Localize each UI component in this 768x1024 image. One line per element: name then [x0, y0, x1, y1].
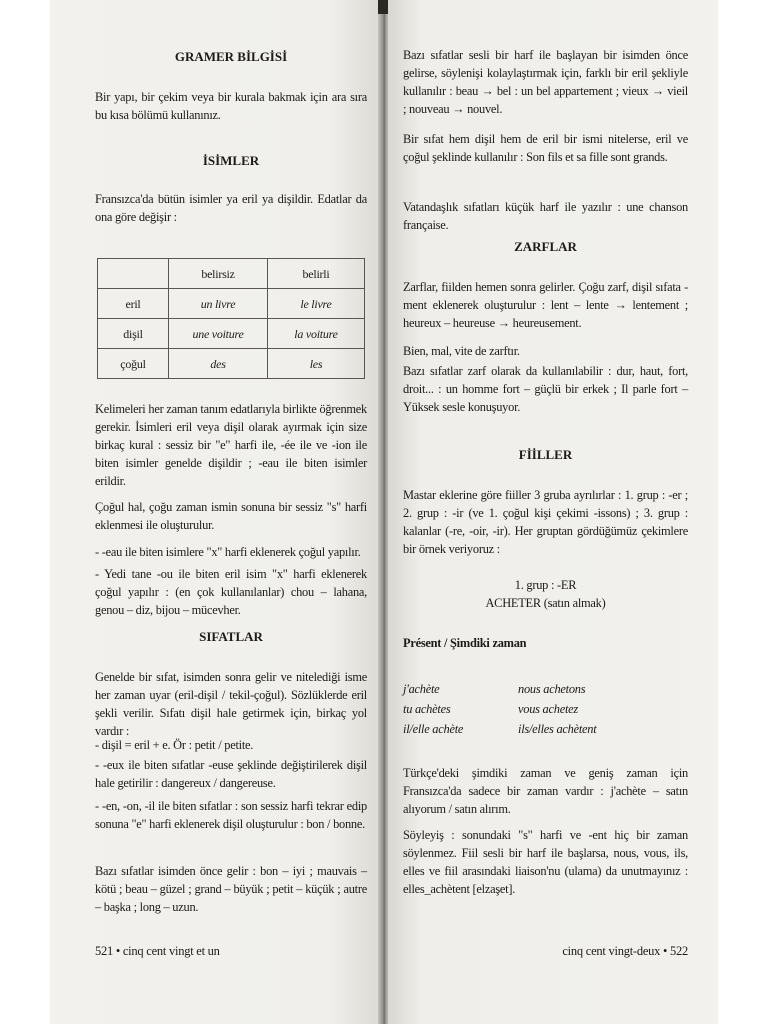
table-cell: les: [268, 349, 365, 379]
verb-group-label: 1. grup : -ER: [514, 578, 577, 592]
table-row: [98, 289, 365, 319]
table-cell: belirsiz: [169, 259, 268, 289]
verb-groups-paragraph: Mastar eklerine göre fiiller 3 gruba ayrılırlar : 1. grup : -er ; 2. grup : -ir (ve 1. çoğul kişi çekimi -issons) ; 3. grup : kalanlar (-re, -oir, -ir). Her gruptan gördüğümüz çekimlere bir örnek veriyoruz :: [403, 488, 688, 556]
gender-rules-paragraph: Kelimeleri her zaman tanım edatlarıyla birlikte öğrenmek gerekir. İsimleri eril veya dişil olarak ayırmak için size birkaç kural : sessiz bir "e" harfi ile, -ée ile ve -ion ile biten isimler genelde dişildir ; -eau ile biten isimler erildir.: [95, 402, 367, 488]
conjugation-cell: ils/elles achètent: [518, 722, 597, 736]
right-page-content: [403, 0, 688, 1024]
tense-label: Présent / Şimdiki zaman: [403, 636, 527, 650]
adverbs-paragraph: Zarflar, fiilden hemen sonra gelirler. Çoğu zarf, dişil sıfata -ment eklenerek oluşturulur : lent – lente → lentement ; heureux – heureuse → heureusement.: [403, 280, 688, 330]
table-cell: [98, 259, 169, 289]
table-row: [98, 259, 365, 289]
conjugation-cell: vous achetez: [518, 702, 578, 716]
table-cell: çoğul: [98, 349, 169, 379]
adverbs-adjectives-paragraph: Bazı sıfatlar zarf olarak da kullanılabilir : dur, haut, fort, droit... : un homme fort – güçlü bir erkek ; Il parle fort – Yüksek sesle konuşuyor.: [403, 364, 688, 414]
plural-paragraph: Çoğul hal, çoğu zaman ismin sonuna bir sessiz "s" harfi eklenmesi ile oluşturulur.: [95, 500, 367, 532]
mixed-gender-paragraph: Bir sıfat hem dişil hem de eril bir ismi nitelerse, eril ve çoğul şeklinde kullanılır : Son fils et sa fille sont grands.: [403, 132, 688, 164]
left-page: [50, 0, 380, 1024]
adjective-rule-en-on-il: - -en, -on, -il ile biten sıfatlar : son sessiz harfi tekrar edip sonuna "e" harfi eklenerek dişil oluşturulur : bon / bonne.: [95, 799, 367, 831]
conjugation-cell: il/elle achète: [403, 722, 464, 736]
heading-grammar: GRAMER BİLGİSİ: [174, 49, 288, 64]
table-cell: la voiture: [268, 319, 365, 349]
intro-paragraph: Bir yapı, bir çekim veya bir kurala bakmak için ara sıra bu kısa bölümü kullanınız.: [95, 90, 367, 122]
table-cell: le livre: [268, 289, 365, 319]
table-cell: une voiture: [169, 319, 268, 349]
heading-adverbs: ZARFLAR: [514, 239, 577, 254]
heading-adjectives: SIFATLAR: [199, 629, 263, 644]
conjugation-cell: nous achetons: [518, 682, 586, 696]
adjective-rule-eux: - -eux ile biten sıfatlar -euse şeklinde değiştirilerek dişil hale getirilir : dangereux / dangereuse.: [95, 758, 367, 790]
adjective-rule-e: - dişil = eril + e. Ör : petit / petite.: [95, 738, 254, 752]
adjectives-before-noun: Bazı sıfatlar isimden önce gelir : bon – iyi ; mauvais – kötü ; beau – güzel ; grand – büyük ; petit – küçük ; autre – başka ; long – uzun.: [95, 864, 367, 914]
plural-rule-eau: - -eau ile biten isimlere "x" harfi eklenerek çoğul yapılır.: [95, 545, 361, 559]
article-table: [97, 258, 365, 379]
conjugation-cell: tu achètes: [403, 702, 451, 716]
plural-rule-ou: - Yedi tane -ou ile biten eril isim "x" harfi eklenerek çoğul yapılır : (en çok kullanılanlar) chou – lahana, genou – diz, bijou – mücevher.: [95, 567, 367, 617]
table-cell: eril: [98, 289, 169, 319]
table-row: [98, 349, 365, 379]
heading-verbs: FİİLLER: [518, 447, 573, 462]
page-number-left: 521 • cinq cent vingt et un: [95, 944, 220, 958]
adverbs-bien-mal-vite: Bien, mal, vite de zarftır.: [403, 344, 520, 358]
right-page: [388, 0, 718, 1024]
table-cell: belirli: [268, 259, 365, 289]
adjectives-paragraph: Genelde bir sıfat, isimden sonra gelir ve nitelediği isme her zaman uyar (eril-dişil / tekil-çoğul). Sözlüklerde eril şekli verilir. Sıfatı dişil hale getirmek için, birkaç yol vardır :: [95, 670, 367, 738]
pronunciation-paragraph: Söyleyiş : sonundaki "s" harfi ve -ent hiç bir zaman söylenmez. Fiil sesli bir harf ile başlarsa, nous, vous, ils, elles ve fiil arasındaki liaison'nu (ulama) da unutmayınız : elles_achètent [elzaşet].: [403, 828, 688, 896]
verb-example: ACHETER (satın almak): [485, 596, 606, 610]
nouns-intro: Fransızca'da bütün isimler ya eril ya dişildir. Edatlar da ona göre değişir :: [95, 192, 367, 224]
page-number-right: cinq cent vingt-deux • 522: [562, 944, 688, 958]
table-row: [98, 319, 365, 349]
conjugation-cell: j'achète: [403, 682, 440, 696]
heading-nouns: İSİMLER: [202, 153, 260, 168]
nationality-paragraph: Vatandaşlık sıfatları küçük harf ile yazılır : une chanson française.: [403, 200, 688, 232]
present-tense-paragraph: Türkçe'deki şimdiki zaman ve geniş zaman için Fransızca'da sadece bir zaman vardır : j'achète – satın alıyorum / satın alırım.: [403, 766, 688, 816]
table-cell: des: [169, 349, 268, 379]
table-cell: un livre: [169, 289, 268, 319]
vowel-adjectives-paragraph: Bazı sıfatlar sesli bir harf ile başlayan bir isimden önce gelirse, söylenişi kolaylaştırmak için, farklı bir eril şekliyle kullanılır : beau → bel : un bel appartement ; vieux → vieil ; nouveau → nouvel.: [403, 48, 688, 116]
left-page-content: [95, 0, 367, 1024]
table-cell: dişil: [98, 319, 169, 349]
